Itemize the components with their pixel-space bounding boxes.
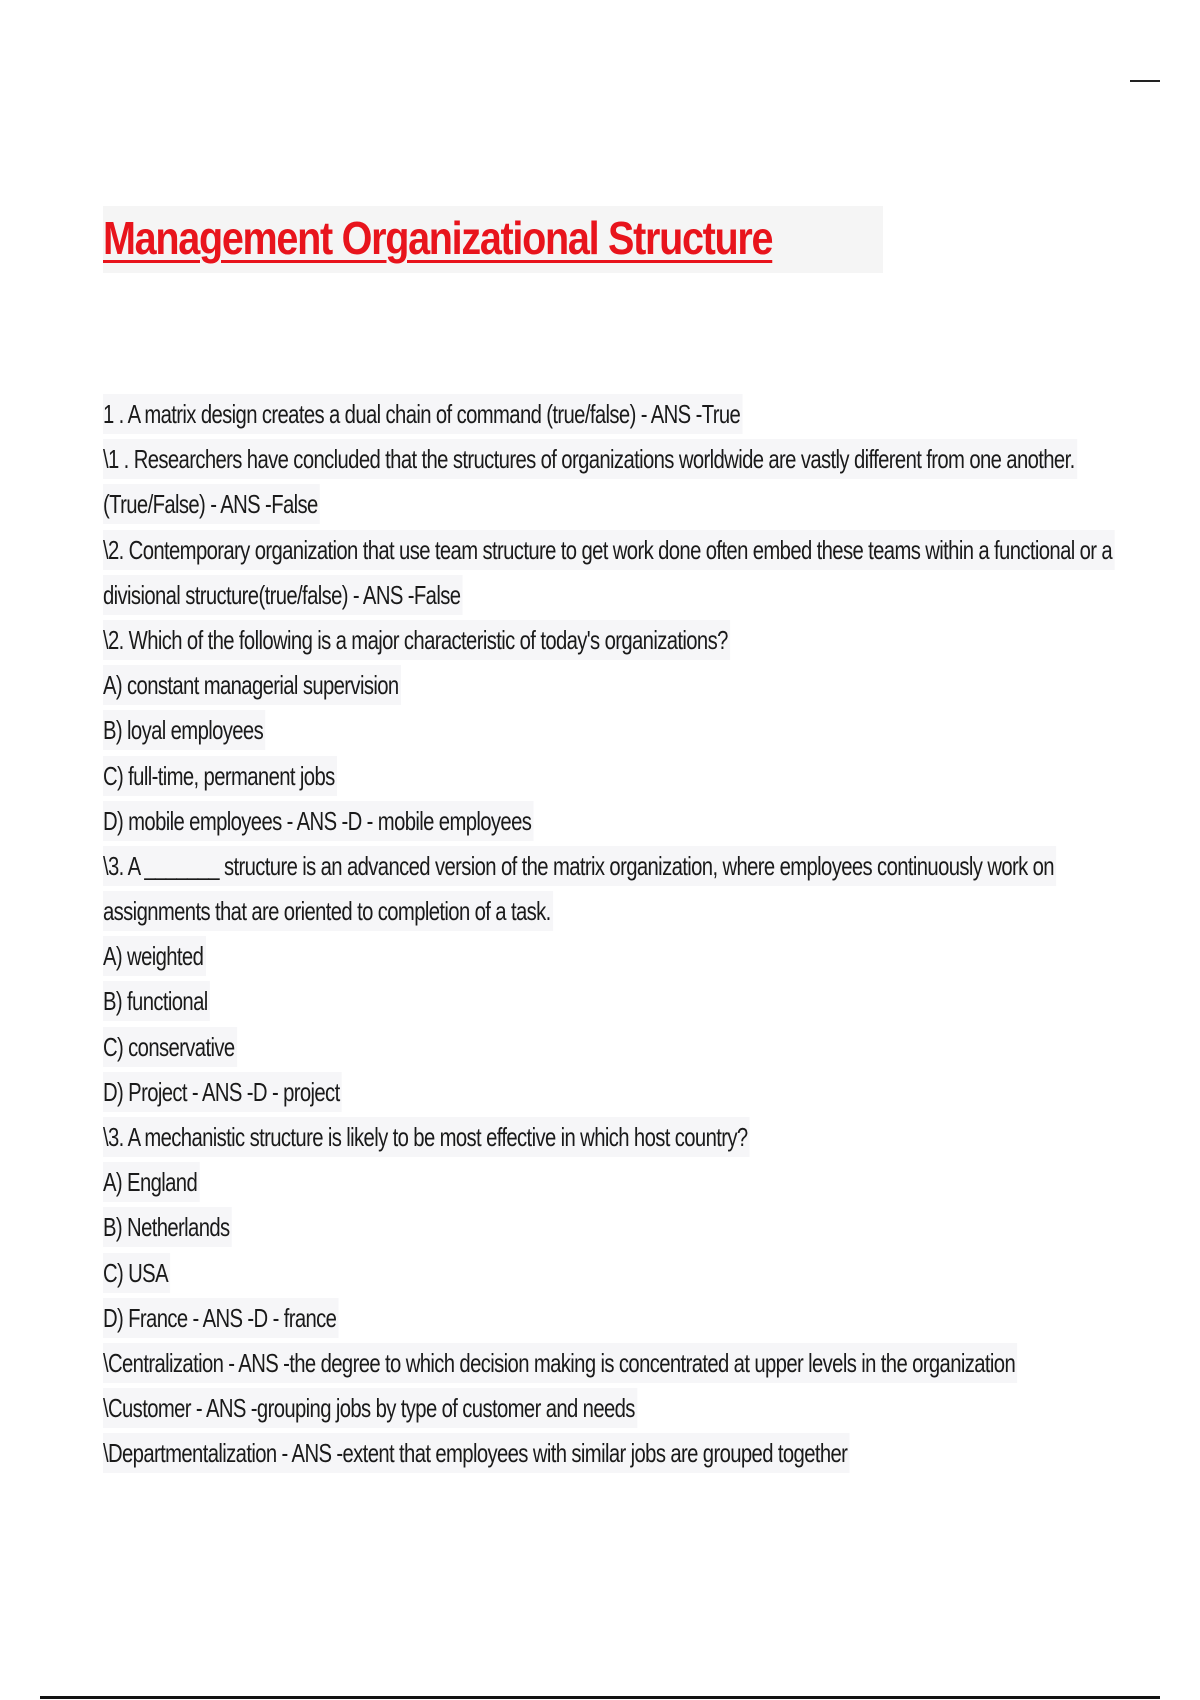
text-line-content: A) constant managerial supervision [103, 665, 401, 705]
text-line-content: B) Netherlands [103, 1207, 232, 1247]
text-line-content: \3. A mechanistic structure is likely to be most effective in which host country? [103, 1117, 750, 1157]
text-line [103, 1433, 1113, 1478]
text-line-content: assignments that are oriented to completion of a task. [103, 891, 553, 931]
text-line-content: D) Project - ANS -D - project [103, 1072, 342, 1112]
text-line [103, 1117, 1113, 1162]
page-title: Management Organizational Structure [103, 212, 773, 264]
text-line [103, 620, 1113, 665]
text-line [103, 1298, 1113, 1343]
text-line [103, 1343, 1113, 1388]
text-line-content: divisional structure(true/false) - ANS -False [103, 575, 463, 615]
text-line-content: A) England [103, 1162, 199, 1202]
text-line [103, 1388, 1113, 1433]
text-line [103, 1162, 1113, 1207]
text-line-content: C) full-time, permanent jobs [103, 756, 337, 796]
text-line-content: A) weighted [103, 936, 206, 976]
footer-rule [40, 1696, 1160, 1699]
text-line-content: \3. A _______ structure is an advanced version of the matrix organization, where employees continuously work on [103, 846, 1056, 886]
text-line-content: \2. Which of the following is a major characteristic of today's organizations? [103, 620, 730, 660]
text-line [103, 756, 1113, 801]
text-line-content: C) USA [103, 1253, 170, 1293]
text-line [103, 484, 1113, 529]
text-line-content: \Departmentalization - ANS -extent that employees with similar jobs are grouped together [103, 1433, 850, 1473]
text-line-content: (True/False) - ANS -False [103, 484, 320, 524]
text-line-content: \Centralization - ANS -the degree to which decision making is concentrated at upper levels in the organization [103, 1343, 1017, 1383]
top-right-dash [1130, 80, 1160, 82]
text-line [103, 891, 1113, 936]
title-container [103, 206, 883, 273]
text-line [103, 575, 1113, 620]
text-line-content: \2. Contemporary organization that use team structure to get work done often embed these teams within a functional or a [103, 530, 1114, 570]
document-body [103, 394, 1113, 1479]
text-line [103, 1027, 1113, 1072]
text-line-content: D) mobile employees - ANS -D - mobile employees [103, 801, 534, 841]
text-line [103, 530, 1113, 575]
text-line-content: C) conservative [103, 1027, 237, 1067]
text-line-content: \Customer - ANS -grouping jobs by type of customer and needs [103, 1388, 637, 1428]
text-line [103, 394, 1113, 439]
text-line-content: \1 . Researchers have concluded that the structures of organizations worldwide are vastly different from one another. [103, 439, 1077, 479]
text-line [103, 710, 1113, 755]
text-line [103, 1253, 1113, 1298]
text-line [103, 846, 1113, 891]
text-line-content: B) loyal employees [103, 710, 265, 750]
text-line [103, 981, 1113, 1026]
text-line [103, 801, 1113, 846]
text-line-content: D) France - ANS -D - france [103, 1298, 339, 1338]
text-line [103, 665, 1113, 710]
text-line-content: B) functional [103, 981, 210, 1021]
text-line [103, 1072, 1113, 1117]
text-line [103, 439, 1113, 484]
text-line [103, 1207, 1113, 1252]
text-line-content: 1 . A matrix design creates a dual chain of command (true/false) - ANS -True [103, 394, 742, 434]
text-line [103, 936, 1113, 981]
